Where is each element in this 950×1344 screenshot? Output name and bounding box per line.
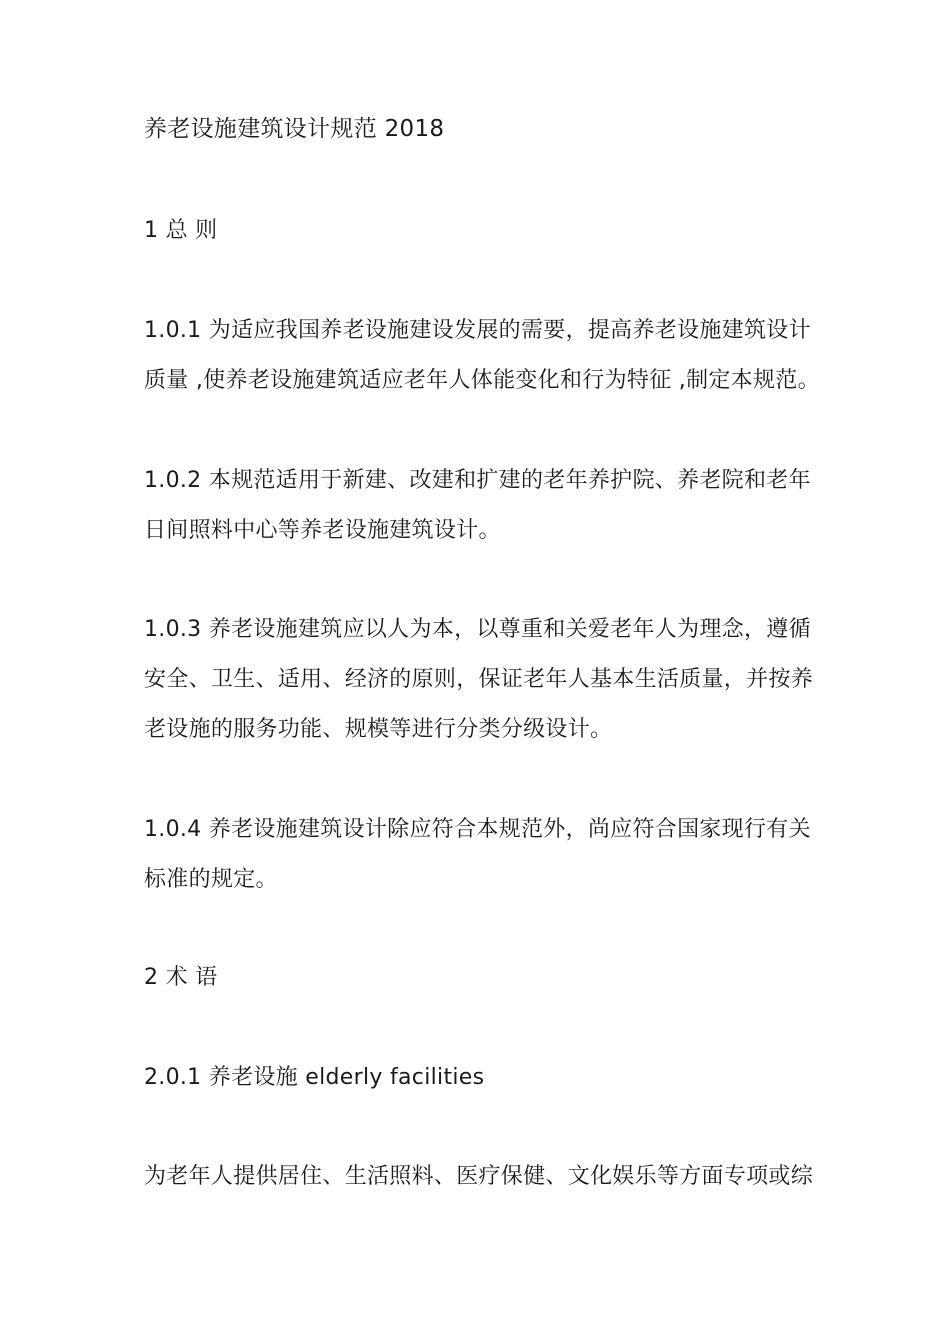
clause-1-0-2-line-2: 日间照料中心等养老设施建筑设计。 [144, 518, 501, 543]
clause-1-0-3-line-1: 1.0.3 养老设施建筑应以人为本，以尊重和关爱老年人为理念，遵循 [144, 617, 811, 642]
clause-1-0-2-line-1: 1.0.2 本规范适用于新建、改建和扩建的老年养护院、养老院和老年 [144, 468, 811, 493]
term-2-0-1-heading: 2.0.1 养老设施 elderly facilities [144, 1065, 485, 1090]
clause-1-0-1-line-2: 质量 ,使养老设施建筑适应老年人体能变化和行为特征 ,制定本规范。 [144, 368, 820, 393]
clause-1-0-1-line-1: 1.0.1 为适应我国养老设施建设发展的需要，提高养老设施建筑设计 [144, 318, 811, 343]
clause-1-0-3-line-2: 安全、卫生、适用、经济的原则，保证老年人基本生活质量，并按养 [144, 667, 814, 692]
document-title: 养老设施建筑设计规范 2018 [144, 116, 445, 142]
section-heading-general: 1 总 则 [144, 218, 218, 243]
clause-1-0-4-line-2: 标准的规定。 [144, 867, 278, 892]
term-2-0-1-definition: 为老年人提供居住、生活照料、医疗保健、文化娱乐等方面专项或综 [144, 1164, 814, 1189]
section-heading-terms: 2 术 语 [144, 965, 218, 990]
clause-1-0-4-line-1: 1.0.4 养老设施建筑设计除应符合本规范外，尚应符合国家现行有关 [144, 817, 811, 842]
clause-1-0-3-line-3: 老设施的服务功能、规模等进行分类分级设计。 [144, 717, 613, 742]
